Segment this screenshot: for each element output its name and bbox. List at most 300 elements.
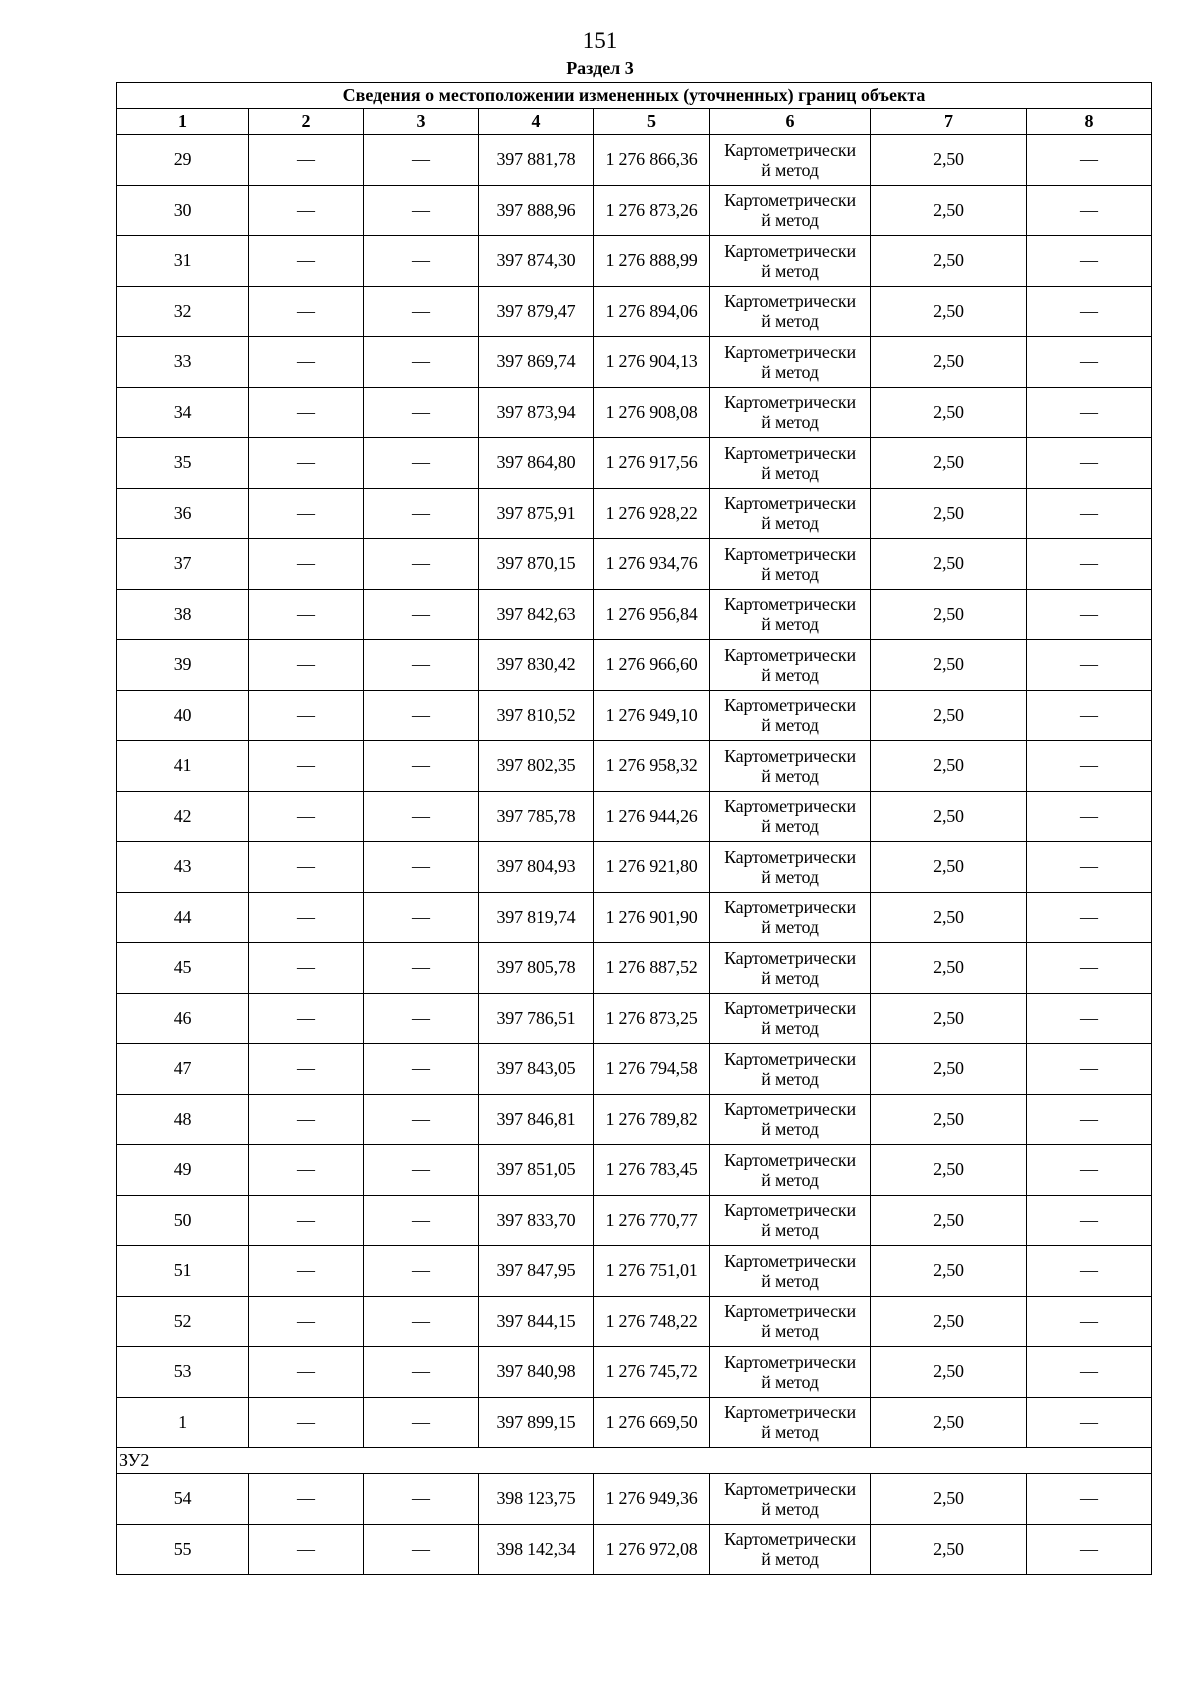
method-cell	[710, 1094, 871, 1145]
method-text-line1: Картометрически	[724, 240, 856, 261]
dash-cell: —	[364, 185, 479, 236]
table-row	[117, 589, 1152, 640]
point-number-cell: 53	[117, 1347, 249, 1398]
table-row	[117, 1094, 1152, 1145]
accuracy-cell: 2,50	[871, 387, 1027, 438]
method-text-line1: Картометрически	[724, 695, 856, 716]
y-coordinate-cell: 1 276 783,45	[594, 1145, 710, 1196]
method-text-line1: Картометрически	[724, 947, 856, 968]
table-row	[117, 791, 1152, 842]
dash-cell: —	[364, 741, 479, 792]
point-number-cell: 40	[117, 690, 249, 741]
accuracy-cell: 2,50	[871, 892, 1027, 943]
x-coordinate-cell: 397 879,47	[479, 286, 594, 337]
dash-cell: —	[1027, 943, 1152, 994]
dash-cell: —	[249, 236, 364, 287]
table-row	[117, 842, 1152, 893]
accuracy-cell: 2,50	[871, 640, 1027, 691]
y-coordinate-cell: 1 276 888,99	[594, 236, 710, 287]
method-text-line2: й метод	[761, 563, 819, 584]
accuracy-cell: 2,50	[871, 1397, 1027, 1448]
x-coordinate-cell: 397 833,70	[479, 1195, 594, 1246]
accuracy-cell: 2,50	[871, 1296, 1027, 1347]
table-caption: Сведения о местоположении измененных (уточненных) границ объекта	[117, 83, 1152, 109]
accuracy-cell: 2,50	[871, 1044, 1027, 1095]
dash-cell: —	[364, 1246, 479, 1297]
point-number-cell: 39	[117, 640, 249, 691]
y-coordinate-cell: 1 276 921,80	[594, 842, 710, 893]
dash-cell: —	[1027, 589, 1152, 640]
method-text-line2: й метод	[761, 967, 819, 988]
method-text-line2: й метод	[761, 715, 819, 736]
dash-cell: —	[1027, 387, 1152, 438]
method-text-line1: Картометрически	[724, 442, 856, 463]
dash-cell: —	[1027, 741, 1152, 792]
table-row	[117, 286, 1152, 337]
method-cell	[710, 690, 871, 741]
dash-cell: —	[249, 1296, 364, 1347]
table-row	[117, 1474, 1152, 1525]
point-number-cell: 1	[117, 1397, 249, 1448]
point-number-cell: 43	[117, 842, 249, 893]
point-number-cell: 36	[117, 488, 249, 539]
table-row	[117, 1044, 1152, 1095]
method-cell	[710, 892, 871, 943]
dash-cell: —	[1027, 236, 1152, 287]
method-text-line2: й метод	[761, 1119, 819, 1140]
x-coordinate-cell: 397 844,15	[479, 1296, 594, 1347]
y-coordinate-cell: 1 276 745,72	[594, 1347, 710, 1398]
method-text-line1: Картометрически	[724, 846, 856, 867]
table-row	[117, 943, 1152, 994]
dash-cell: —	[1027, 1474, 1152, 1525]
x-coordinate-cell: 397 842,63	[479, 589, 594, 640]
method-cell	[710, 488, 871, 539]
method-text-line1: Картометрически	[724, 139, 856, 160]
point-number-cell: 38	[117, 589, 249, 640]
x-coordinate-cell: 397 830,42	[479, 640, 594, 691]
accuracy-cell: 2,50	[871, 1246, 1027, 1297]
point-number-cell: 30	[117, 185, 249, 236]
coordinates-table	[116, 82, 1152, 1575]
dash-cell: —	[1027, 1524, 1152, 1575]
accuracy-cell: 2,50	[871, 943, 1027, 994]
method-text-line1: Картометрически	[724, 745, 856, 766]
accuracy-cell: 2,50	[871, 1094, 1027, 1145]
point-number-cell: 44	[117, 892, 249, 943]
dash-cell: —	[1027, 1347, 1152, 1398]
dash-cell: —	[249, 993, 364, 1044]
dash-cell: —	[364, 1474, 479, 1525]
dash-cell: —	[249, 1246, 364, 1297]
page-number: 151	[582, 28, 618, 53]
dash-cell: —	[1027, 286, 1152, 337]
dash-cell: —	[1027, 1044, 1152, 1095]
x-coordinate-cell: 397 847,95	[479, 1246, 594, 1297]
table-row	[117, 1347, 1152, 1398]
dash-cell: —	[249, 892, 364, 943]
dash-cell: —	[364, 993, 479, 1044]
x-coordinate-cell: 397 869,74	[479, 337, 594, 388]
dash-cell: —	[1027, 1195, 1152, 1246]
table-row	[117, 690, 1152, 741]
method-cell	[710, 1474, 871, 1525]
dash-cell: —	[364, 892, 479, 943]
point-number-cell: 55	[117, 1524, 249, 1575]
method-text-line1: Картометрически	[724, 1200, 856, 1221]
y-coordinate-cell: 1 276 901,90	[594, 892, 710, 943]
column-number: 2	[249, 109, 364, 135]
x-coordinate-cell: 398 142,34	[479, 1524, 594, 1575]
point-number-cell: 32	[117, 286, 249, 337]
method-text-line1: Картометрически	[724, 1478, 856, 1499]
x-coordinate-cell: 397 881,78	[479, 135, 594, 186]
section-title: Раздел 3	[566, 58, 634, 78]
y-coordinate-cell: 1 276 669,50	[594, 1397, 710, 1448]
method-text-line2: й метод	[761, 1321, 819, 1342]
point-number-cell: 31	[117, 236, 249, 287]
group-label: ЗУ2	[117, 1448, 1152, 1474]
table-row	[117, 135, 1152, 186]
method-text-line2: й метод	[761, 1169, 819, 1190]
table-row	[117, 236, 1152, 287]
point-number-cell: 34	[117, 387, 249, 438]
accuracy-cell: 2,50	[871, 236, 1027, 287]
x-coordinate-cell: 397 864,80	[479, 438, 594, 489]
accuracy-cell: 2,50	[871, 690, 1027, 741]
y-coordinate-cell: 1 276 887,52	[594, 943, 710, 994]
dash-cell: —	[1027, 1246, 1152, 1297]
dash-cell: —	[364, 589, 479, 640]
dash-cell: —	[364, 1524, 479, 1575]
point-number-cell: 48	[117, 1094, 249, 1145]
dash-cell: —	[1027, 488, 1152, 539]
column-number: 1	[117, 109, 249, 135]
method-cell	[710, 236, 871, 287]
accuracy-cell: 2,50	[871, 539, 1027, 590]
method-cell	[710, 1195, 871, 1246]
method-text-line1: Картометрически	[724, 796, 856, 817]
dash-cell: —	[364, 488, 479, 539]
dash-cell: —	[364, 1195, 479, 1246]
table-row	[117, 1524, 1152, 1575]
dash-cell: —	[249, 1044, 364, 1095]
x-coordinate-cell: 397 843,05	[479, 1044, 594, 1095]
x-coordinate-cell: 397 802,35	[479, 741, 594, 792]
dash-cell: —	[249, 387, 364, 438]
dash-cell: —	[364, 1094, 479, 1145]
point-number-cell: 54	[117, 1474, 249, 1525]
y-coordinate-cell: 1 276 751,01	[594, 1246, 710, 1297]
method-cell	[710, 589, 871, 640]
point-number-cell: 50	[117, 1195, 249, 1246]
dash-cell: —	[1027, 640, 1152, 691]
dash-cell: —	[249, 286, 364, 337]
method-text-line2: й метод	[761, 513, 819, 534]
dash-cell: —	[1027, 135, 1152, 186]
y-coordinate-cell: 1 276 944,26	[594, 791, 710, 842]
method-text-line2: й метод	[761, 664, 819, 685]
x-coordinate-cell: 397 804,93	[479, 842, 594, 893]
y-coordinate-cell: 1 276 966,60	[594, 640, 710, 691]
table-row	[117, 438, 1152, 489]
dash-cell: —	[249, 1397, 364, 1448]
method-text-line2: й метод	[761, 1270, 819, 1291]
method-text-line2: й метод	[761, 1498, 819, 1519]
method-text-line2: й метод	[761, 1220, 819, 1241]
method-text-line1: Картометрически	[724, 341, 856, 362]
method-cell	[710, 539, 871, 590]
method-text-line2: й метод	[761, 917, 819, 938]
dash-cell: —	[249, 337, 364, 388]
point-number-cell: 41	[117, 741, 249, 792]
point-number-cell: 51	[117, 1246, 249, 1297]
point-number-cell: 35	[117, 438, 249, 489]
dash-cell: —	[364, 842, 479, 893]
dash-cell: —	[364, 690, 479, 741]
method-cell	[710, 1524, 871, 1575]
y-coordinate-cell: 1 276 794,58	[594, 1044, 710, 1095]
dash-cell: —	[249, 135, 364, 186]
accuracy-cell: 2,50	[871, 589, 1027, 640]
y-coordinate-cell: 1 276 894,06	[594, 286, 710, 337]
method-cell	[710, 185, 871, 236]
dash-cell: —	[1027, 1397, 1152, 1448]
column-number: 7	[871, 109, 1027, 135]
y-coordinate-cell: 1 276 908,08	[594, 387, 710, 438]
method-cell	[710, 842, 871, 893]
method-cell	[710, 387, 871, 438]
method-text-line1: Картометрически	[724, 1250, 856, 1271]
x-coordinate-cell: 397 875,91	[479, 488, 594, 539]
method-text-line2: й метод	[761, 1549, 819, 1570]
dash-cell: —	[364, 236, 479, 287]
y-coordinate-cell: 1 276 934,76	[594, 539, 710, 590]
method-cell	[710, 1246, 871, 1297]
method-text-line1: Картометрически	[724, 1351, 856, 1372]
method-text-line2: й метод	[761, 462, 819, 483]
dash-cell: —	[249, 438, 364, 489]
method-text-line2: й метод	[761, 1422, 819, 1443]
accuracy-cell: 2,50	[871, 135, 1027, 186]
method-text-line1: Картометрически	[724, 594, 856, 615]
method-cell	[710, 791, 871, 842]
accuracy-cell: 2,50	[871, 741, 1027, 792]
y-coordinate-cell: 1 276 873,26	[594, 185, 710, 236]
dash-cell: —	[249, 943, 364, 994]
dash-cell: —	[364, 1296, 479, 1347]
dash-cell: —	[1027, 1296, 1152, 1347]
y-coordinate-cell: 1 276 928,22	[594, 488, 710, 539]
method-cell	[710, 286, 871, 337]
x-coordinate-cell: 397 888,96	[479, 185, 594, 236]
dash-cell: —	[249, 1347, 364, 1398]
table-row	[117, 1397, 1152, 1448]
column-number: 4	[479, 109, 594, 135]
dash-cell: —	[249, 1094, 364, 1145]
method-text-line2: й метод	[761, 260, 819, 281]
point-number-cell: 37	[117, 539, 249, 590]
method-text-line1: Картометрически	[724, 190, 856, 211]
y-coordinate-cell: 1 276 789,82	[594, 1094, 710, 1145]
accuracy-cell: 2,50	[871, 337, 1027, 388]
method-text-line1: Картометрически	[724, 644, 856, 665]
point-number-cell: 29	[117, 135, 249, 186]
table-row	[117, 1195, 1152, 1246]
dash-cell: —	[364, 1397, 479, 1448]
x-coordinate-cell: 397 846,81	[479, 1094, 594, 1145]
table-row	[117, 337, 1152, 388]
dash-cell: —	[364, 1145, 479, 1196]
accuracy-cell: 2,50	[871, 1145, 1027, 1196]
method-cell	[710, 438, 871, 489]
method-text-line1: Картометрически	[724, 1301, 856, 1322]
method-text-line2: й метод	[761, 614, 819, 635]
dash-cell: —	[1027, 993, 1152, 1044]
method-cell	[710, 1044, 871, 1095]
accuracy-cell: 2,50	[871, 993, 1027, 1044]
x-coordinate-cell: 397 819,74	[479, 892, 594, 943]
dash-cell: —	[1027, 690, 1152, 741]
method-cell	[710, 640, 871, 691]
method-text-line2: й метод	[761, 866, 819, 887]
table-row	[117, 741, 1152, 792]
y-coordinate-cell: 1 276 904,13	[594, 337, 710, 388]
dash-cell: —	[249, 791, 364, 842]
point-number-cell: 52	[117, 1296, 249, 1347]
dash-cell: —	[249, 640, 364, 691]
table-row	[117, 1145, 1152, 1196]
accuracy-cell: 2,50	[871, 1474, 1027, 1525]
method-text-line2: й метод	[761, 412, 819, 433]
method-text-line1: Картометрически	[724, 1149, 856, 1170]
accuracy-cell: 2,50	[871, 1347, 1027, 1398]
method-text-line1: Картометрически	[724, 1529, 856, 1550]
method-text-line1: Картометрически	[724, 493, 856, 514]
dash-cell: —	[249, 1524, 364, 1575]
x-coordinate-cell: 397 874,30	[479, 236, 594, 287]
dash-cell: —	[1027, 539, 1152, 590]
y-coordinate-cell: 1 276 956,84	[594, 589, 710, 640]
table-row	[117, 488, 1152, 539]
table-row	[117, 640, 1152, 691]
point-number-cell: 47	[117, 1044, 249, 1095]
method-cell	[710, 741, 871, 792]
x-coordinate-cell: 397 873,94	[479, 387, 594, 438]
dash-cell: —	[1027, 842, 1152, 893]
dash-cell: —	[1027, 337, 1152, 388]
point-number-cell: 45	[117, 943, 249, 994]
method-cell	[710, 1347, 871, 1398]
column-number: 8	[1027, 109, 1152, 135]
method-text-line2: й метод	[761, 210, 819, 231]
accuracy-cell: 2,50	[871, 1524, 1027, 1575]
x-coordinate-cell: 398 123,75	[479, 1474, 594, 1525]
group-row	[117, 1448, 1152, 1474]
dash-cell: —	[364, 135, 479, 186]
method-text-line1: Картометрически	[724, 1048, 856, 1069]
table-row	[117, 993, 1152, 1044]
y-coordinate-cell: 1 276 917,56	[594, 438, 710, 489]
accuracy-cell: 2,50	[871, 185, 1027, 236]
column-number: 3	[364, 109, 479, 135]
y-coordinate-cell: 1 276 770,77	[594, 1195, 710, 1246]
point-number-cell: 33	[117, 337, 249, 388]
accuracy-cell: 2,50	[871, 438, 1027, 489]
y-coordinate-cell: 1 276 873,25	[594, 993, 710, 1044]
dash-cell: —	[364, 286, 479, 337]
dash-cell: —	[249, 185, 364, 236]
x-coordinate-cell: 397 851,05	[479, 1145, 594, 1196]
y-coordinate-cell: 1 276 748,22	[594, 1296, 710, 1347]
method-text-line2: й метод	[761, 361, 819, 382]
method-text-line2: й метод	[761, 1371, 819, 1392]
x-coordinate-cell: 397 870,15	[479, 539, 594, 590]
method-text-line2: й метод	[761, 1018, 819, 1039]
point-number-cell: 46	[117, 993, 249, 1044]
dash-cell: —	[364, 1347, 479, 1398]
method-text-line1: Картометрически	[724, 1402, 856, 1423]
dash-cell: —	[1027, 185, 1152, 236]
table-row	[117, 1296, 1152, 1347]
method-text-line1: Картометрически	[724, 897, 856, 918]
accuracy-cell: 2,50	[871, 488, 1027, 539]
dash-cell: —	[249, 842, 364, 893]
y-coordinate-cell: 1 276 972,08	[594, 1524, 710, 1575]
x-coordinate-cell: 397 786,51	[479, 993, 594, 1044]
point-number-cell: 49	[117, 1145, 249, 1196]
point-number-cell: 42	[117, 791, 249, 842]
table-row	[117, 1246, 1152, 1297]
method-text-line2: й метод	[761, 816, 819, 837]
dash-cell: —	[364, 640, 479, 691]
dash-cell: —	[1027, 1094, 1152, 1145]
method-text-line1: Картометрически	[724, 998, 856, 1019]
y-coordinate-cell: 1 276 949,10	[594, 690, 710, 741]
column-number: 6	[710, 109, 871, 135]
dash-cell: —	[249, 690, 364, 741]
dash-cell: —	[364, 438, 479, 489]
y-coordinate-cell: 1 276 958,32	[594, 741, 710, 792]
column-number: 5	[594, 109, 710, 135]
method-cell	[710, 943, 871, 994]
dash-cell: —	[249, 741, 364, 792]
accuracy-cell: 2,50	[871, 286, 1027, 337]
method-cell	[710, 135, 871, 186]
table-row	[117, 387, 1152, 438]
x-coordinate-cell: 397 840,98	[479, 1347, 594, 1398]
x-coordinate-cell: 397 810,52	[479, 690, 594, 741]
dash-cell: —	[1027, 438, 1152, 489]
method-text-line1: Картометрически	[724, 543, 856, 564]
table-row	[117, 539, 1152, 590]
accuracy-cell: 2,50	[871, 1195, 1027, 1246]
dash-cell: —	[364, 337, 479, 388]
dash-cell: —	[249, 1145, 364, 1196]
dash-cell: —	[249, 1474, 364, 1525]
dash-cell: —	[364, 1044, 479, 1095]
method-text-line2: й метод	[761, 765, 819, 786]
dash-cell: —	[364, 539, 479, 590]
method-text-line1: Картометрически	[724, 392, 856, 413]
method-text-line1: Картометрически	[724, 1099, 856, 1120]
dash-cell: —	[364, 791, 479, 842]
dash-cell: —	[249, 589, 364, 640]
method-cell	[710, 993, 871, 1044]
method-cell	[710, 1145, 871, 1196]
y-coordinate-cell: 1 276 866,36	[594, 135, 710, 186]
accuracy-cell: 2,50	[871, 791, 1027, 842]
